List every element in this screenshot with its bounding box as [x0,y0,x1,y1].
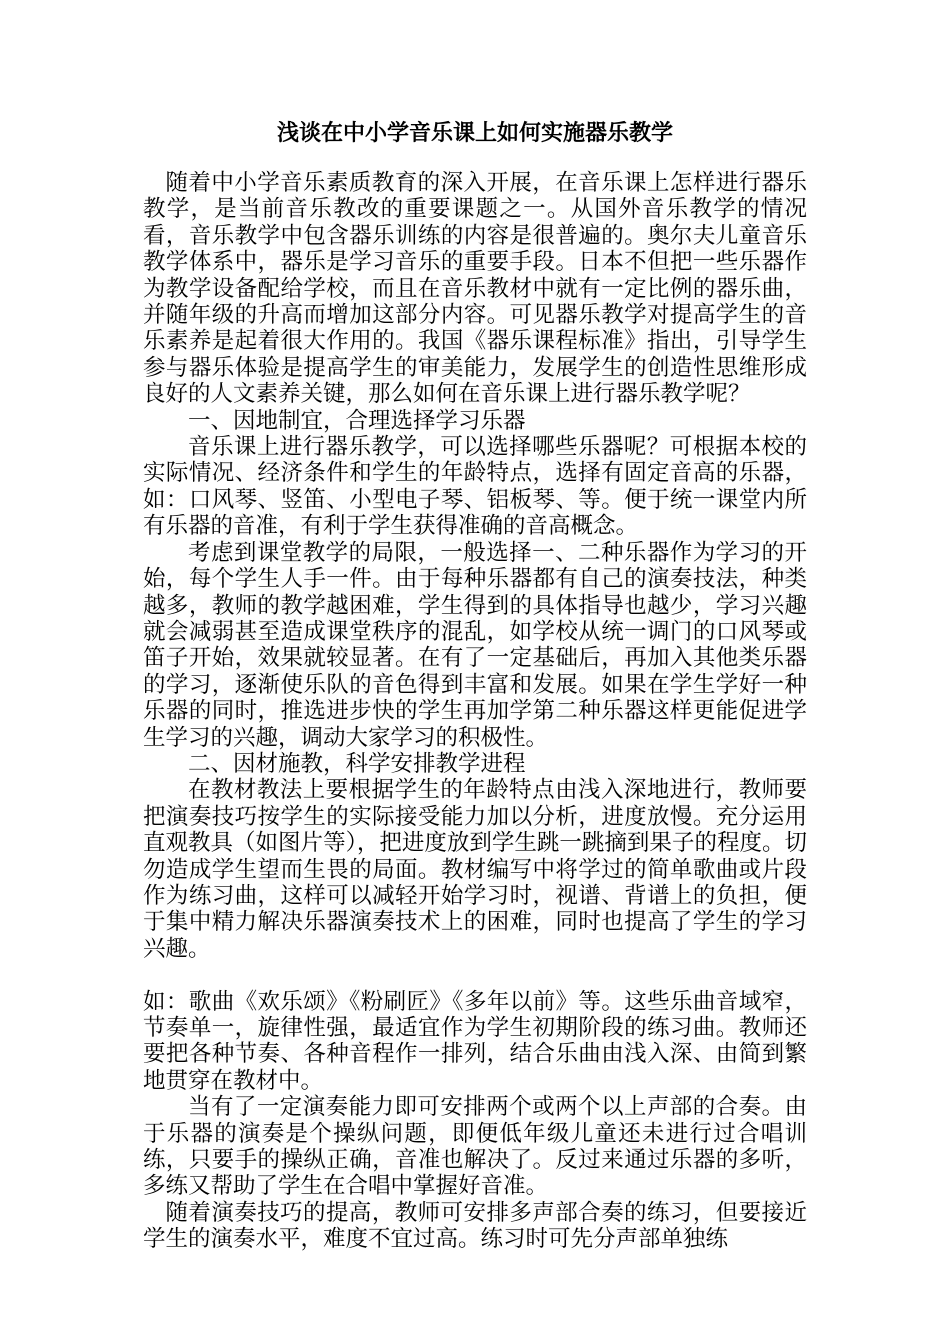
section-heading-1: 一、因地制宜，合理选择学习乐器 [188,407,526,434]
paragraph-intro: 随着中小学音乐素质教育的深入开展，在音乐课上怎样进行器乐教学，是当前音乐教改的重要课题之一。从国外音乐教学的情况看，音乐教学中包含器乐训练的内容是很普遍的。奥尔夫儿童音乐教学体系中，器乐是学习音乐的重要手段。日本不但把一些乐器作为教学设备配给学校，而且在音乐教材中就有一定比例的器乐曲，并随年级的升高而增加这部分内容。可见器乐教学对提高学生的音乐素养是起着很大作用的。我国《器乐课程标准》指出，引导学生参与器乐体验是提高学生的审美能力，发展学生的创造性思维形成良好的人文素养关键，那么如何在音乐课上进行器乐教学呢？ [143,170,807,408]
paragraph-classroom-limits: 考虑到课堂教学的局限，一般选择一、二种乐器作为学习的开始，每个学生人手一件。由于每种乐器都有自己的演奏技法，种类越多，教师的教学越困难，学生得到的具体指导也越少，学习兴趣就会减弱甚至造成课堂秩序的混乱，如学校从统一调门的口风琴或笛子开始，效果就较显著。在有了一定基础后，再加入其他类乐器的学习，逐渐使乐队的音色得到丰富和发展。如果在学生学好一种乐器的同时，推选进步快的学生再加学第二种乐器这样更能促进学生学习的兴趣，调动大家学习的积极性。 [143,539,807,751]
section-heading-2: 二、因材施教，科学安排教学进程 [188,750,526,777]
paragraph-teaching-method: 在教材教法上要根据学生的年龄特点由浅入深地进行，教师要把演奏技巧按学生的实际接受能力加以分析，进度放慢。充分运用直观教具（如图片等），把进度放到学生跳一跳摘到果子的程度。切勿造成学生望而生畏的局面。教材编写中将学过的简单歌曲或片段作为练习曲，这样可以减轻开始学习时，视谱、背谱上的负担，便于集中精力解决乐器演奏技术上的困难，同时也提高了学生的学习兴趣。 [143,777,807,962]
paragraph-multi-part: 随着演奏技巧的提高，教师可安排多声部合奏的练习，但要接近学生的演奏水平，难度不宜过高。练习时可先分声部单独练 [143,1199,807,1253]
paragraph-example-songs: 如：歌曲《欢乐颂》《粉刷匠》《多年以前》等。这些乐曲音域窄，节奏单一，旋律性强，最适宜作为学生初期阶段的练习曲。教师还要把各种节奏、各种音程作一排列，结合乐曲由浅入深、由简到繁地贯穿在教材中。 [143,988,807,1094]
paragraph-ensemble: 当有了一定演奏能力即可安排两个或两个以上声部的合奏。由于乐器的演奏是个操纵问题，即便低年级儿童还未进行过合唱训练，只要手的操纵正确，音准也解决了。反过来通过乐器的多听，多练又帮助了学生在合唱中掌握好音准。 [143,1094,807,1200]
document-body [143,170,807,1253]
document-title: 浅谈在中小学音乐课上如何实施器乐教学 [276,121,673,146]
paragraph-instrument-choice: 音乐课上进行器乐教学，可以选择哪些乐器呢？可根据本校的实际情况、经济条件和学生的年龄特点，选择有固定音高的乐器，如：口风琴、竖笛、小型电子琴、铝板琴、等。便于统一课堂内所有乐器的音准，有利于学生获得准确的音高概念。 [143,434,807,540]
